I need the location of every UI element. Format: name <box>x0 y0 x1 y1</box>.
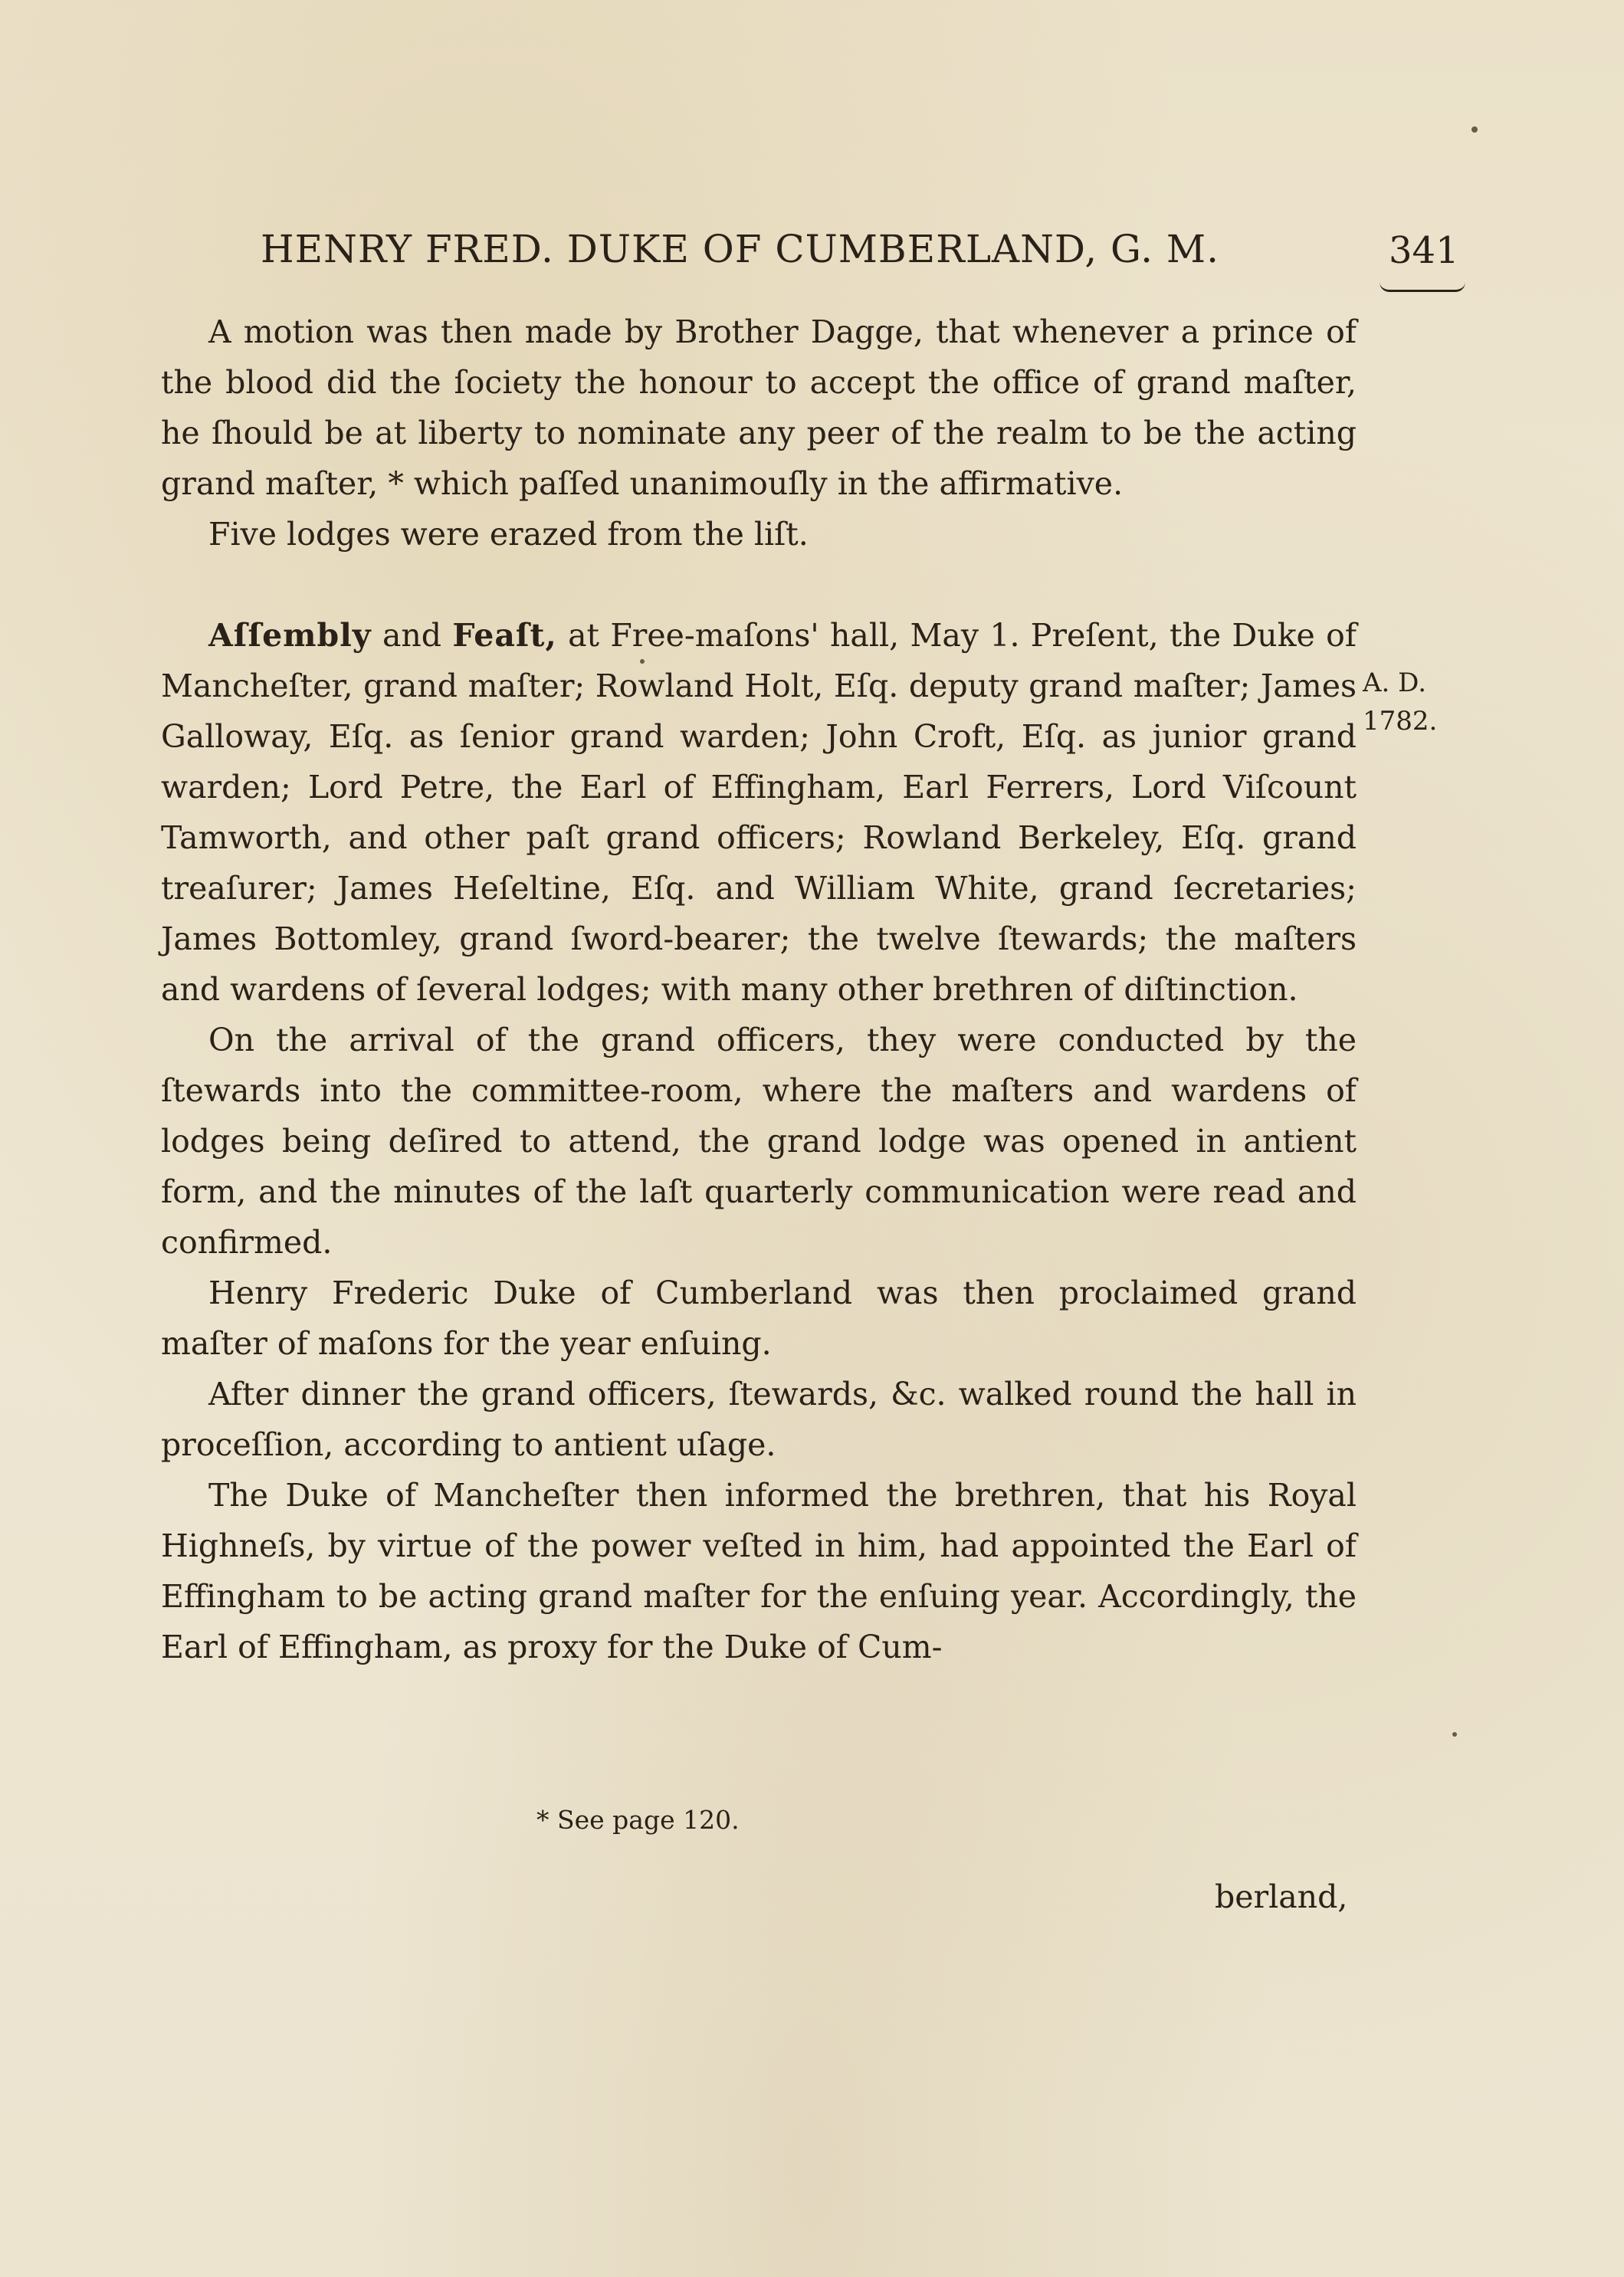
page-header <box>0 222 1624 284</box>
footnote: * See page 120. <box>536 1805 740 1835</box>
assembly-text: at Free-maſons' hall, May 1. Preſent, the Duke of Mancheſter, grand maſter; Rowland Holt, Eſq. deputy grand maſter; James Galloway, Eſq. as ſenior grand warden; John Croft, Eſq. as junior grand warden; Lord Petre, the Earl of Effingham, Earl Ferrers, Lord Viſcount Tamworth, and other paſt grand officers; Rowland Berkeley, Eſq. grand treaſurer; James Heſeltine, Eſq. and William White, grand ſecretaries; James Bottomley, grand ſword-bearer; the twelve ſtewards; the maſters and wardens of ſeveral lodges; with many other brethren of diſtinction. <box>161 617 1357 1008</box>
page-number: 341 <box>1389 229 1459 272</box>
paper-speck <box>1452 1732 1457 1737</box>
paragraph-appointment: The Duke of Mancheſter then informed the brethren, that his Royal Highneſs, by virtue of the power veſted in him, had appointed the Earl of Effingham to be acting grand maſter for the enſuing year. Accordingly, the Earl of Effingham, as proxy for the Duke of Cum- <box>161 1477 1357 1665</box>
paragraph-arrival: On the arrival of the grand officers, they were conducted by the ſtewards into the committee-room, where the maſters and wardens of lodges being deſired to attend, the grand lodge was opened in antient form, and the minutes of the laſt quarterly communication were read and confirmed. <box>161 1022 1357 1261</box>
catchword: berland, <box>1215 1878 1348 1915</box>
paper-speck <box>1471 126 1478 133</box>
paragraph-assembly <box>161 610 1357 1015</box>
assembly-and: and <box>371 617 453 654</box>
running-head: HENRY FRED. DUKE OF CUMBERLAND, G. M. <box>261 227 1220 271</box>
margin-note-year: 1782. <box>1363 706 1438 737</box>
margin-date-note <box>1363 664 1455 740</box>
paragraph-procession: After dinner the grand officers, ſtewards, &c. walked round the hall in proceſſion, according to antient uſage. <box>161 1376 1357 1463</box>
feast-heading: Feaſt, <box>452 617 557 654</box>
paragraph-lodges-erazed: Five lodges were erazed from the liſt. <box>208 516 809 553</box>
paper-speck <box>640 659 645 664</box>
margin-note-ad: A. D. <box>1363 668 1427 698</box>
page-number-ornament <box>1380 282 1465 292</box>
body-text <box>161 307 1357 1672</box>
paragraph-proclamation: Henry Frederic Duke of Cumberland was then proclaimed grand maſter of maſons for the year enſuing. <box>161 1275 1357 1362</box>
paragraph-motion: A motion was then made by Brother Dagge, that whenever a prince of the blood did the ſociety the honour to accept the office of grand maſter, he ſhould be at liberty to nominate any peer of the realm to be the acting grand maſter, * which paſſed unanimouſly in the affirmative. <box>161 313 1357 502</box>
assembly-heading: Aſſembly <box>208 617 372 654</box>
